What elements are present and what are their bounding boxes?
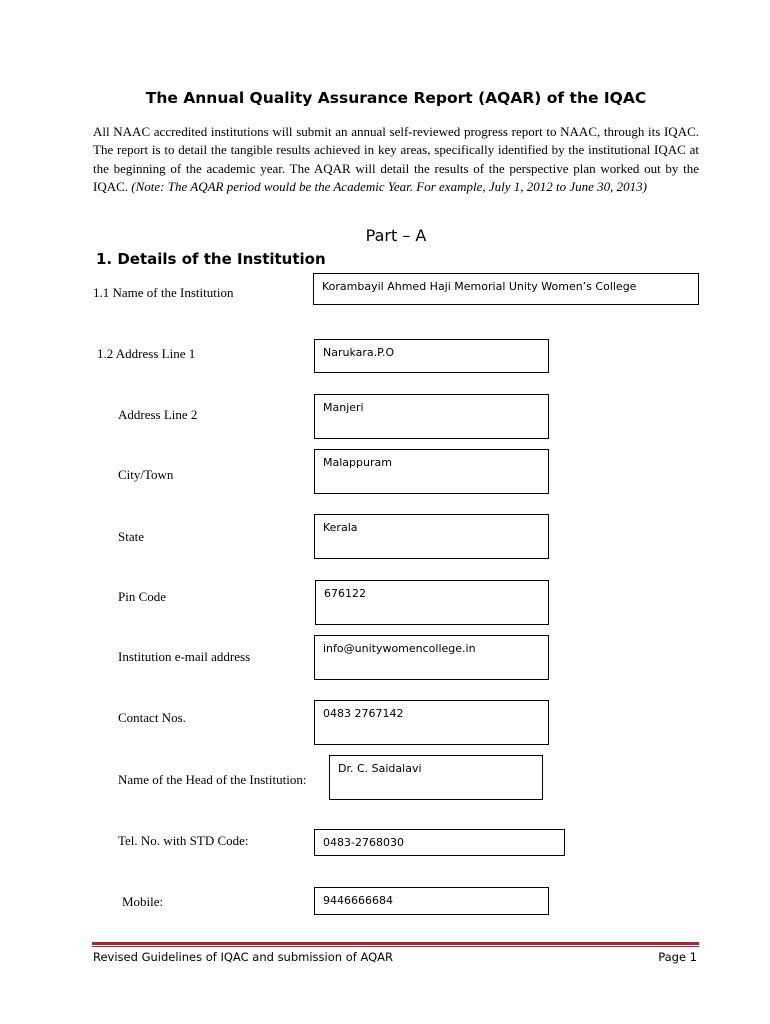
institution-name-label: 1.1 Name of the Institution — [93, 285, 234, 300]
section-heading: 1. Details of the Institution — [96, 250, 326, 268]
contact-field[interactable]: 0483 2767142 — [314, 700, 549, 745]
intro-text: All NAAC accredited institutions will submit an annual self-reviewed progress report to NAAC, through its IQAC. The report is to detail the tangible results achieved in key areas, specifically identified by the institutional IQAC at the beginning of the academic year. The AQAR will detail the results of the perspective plan worked out by the IQAC. — [93, 124, 699, 194]
address-line2-field[interactable]: Manjeri — [314, 394, 549, 439]
head-label: Name of the Head of the Institution: — [118, 772, 307, 787]
pincode-label: Pin Code — [118, 589, 167, 604]
institution-name-field[interactable]: Korambayil Ahmed Haji Memorial Unity Women’s College — [313, 273, 699, 305]
footer-rule-thin — [92, 946, 699, 947]
part-heading: Part – A — [365, 226, 427, 245]
intro-note: (Note: The AQAR period would be the Academic Year. For example, July 1, 2012 to June 30, 2013) — [131, 178, 647, 194]
state-field[interactable]: Kerala — [314, 514, 549, 559]
address-line2-label: Address Line 2 — [118, 407, 198, 422]
page-title: The Annual Quality Assurance Report (AQAR) of the IQAC — [145, 89, 647, 107]
tel-label: Tel. No. with STD Code: — [118, 833, 249, 848]
address-line1-label: 1.2 Address Line 1 — [97, 346, 196, 361]
city-label: City/Town — [118, 467, 174, 482]
address-line1-field[interactable]: Narukara.P.O — [314, 339, 549, 373]
mobile-field[interactable]: 9446666684 — [314, 887, 549, 915]
tel-field[interactable]: 0483-2768030 — [314, 829, 565, 856]
email-label: Institution e-mail address — [118, 649, 251, 664]
mobile-label: Mobile: — [122, 894, 164, 909]
footer-rule — [92, 942, 699, 945]
city-field[interactable]: Malappuram — [314, 449, 549, 494]
contact-label: Contact Nos. — [118, 710, 186, 725]
head-field[interactable]: Dr. C. Saidalavi — [329, 755, 543, 800]
footer-text: Revised Guidelines of IQAC and submission of AQAR — [93, 950, 394, 964]
page-number: Page 1 — [658, 950, 697, 964]
state-label: State — [118, 529, 144, 544]
pincode-field[interactable]: 676122 — [315, 580, 549, 625]
email-field[interactable]: info@unitywomencollege.in — [314, 635, 549, 680]
intro-paragraph — [93, 123, 699, 196]
